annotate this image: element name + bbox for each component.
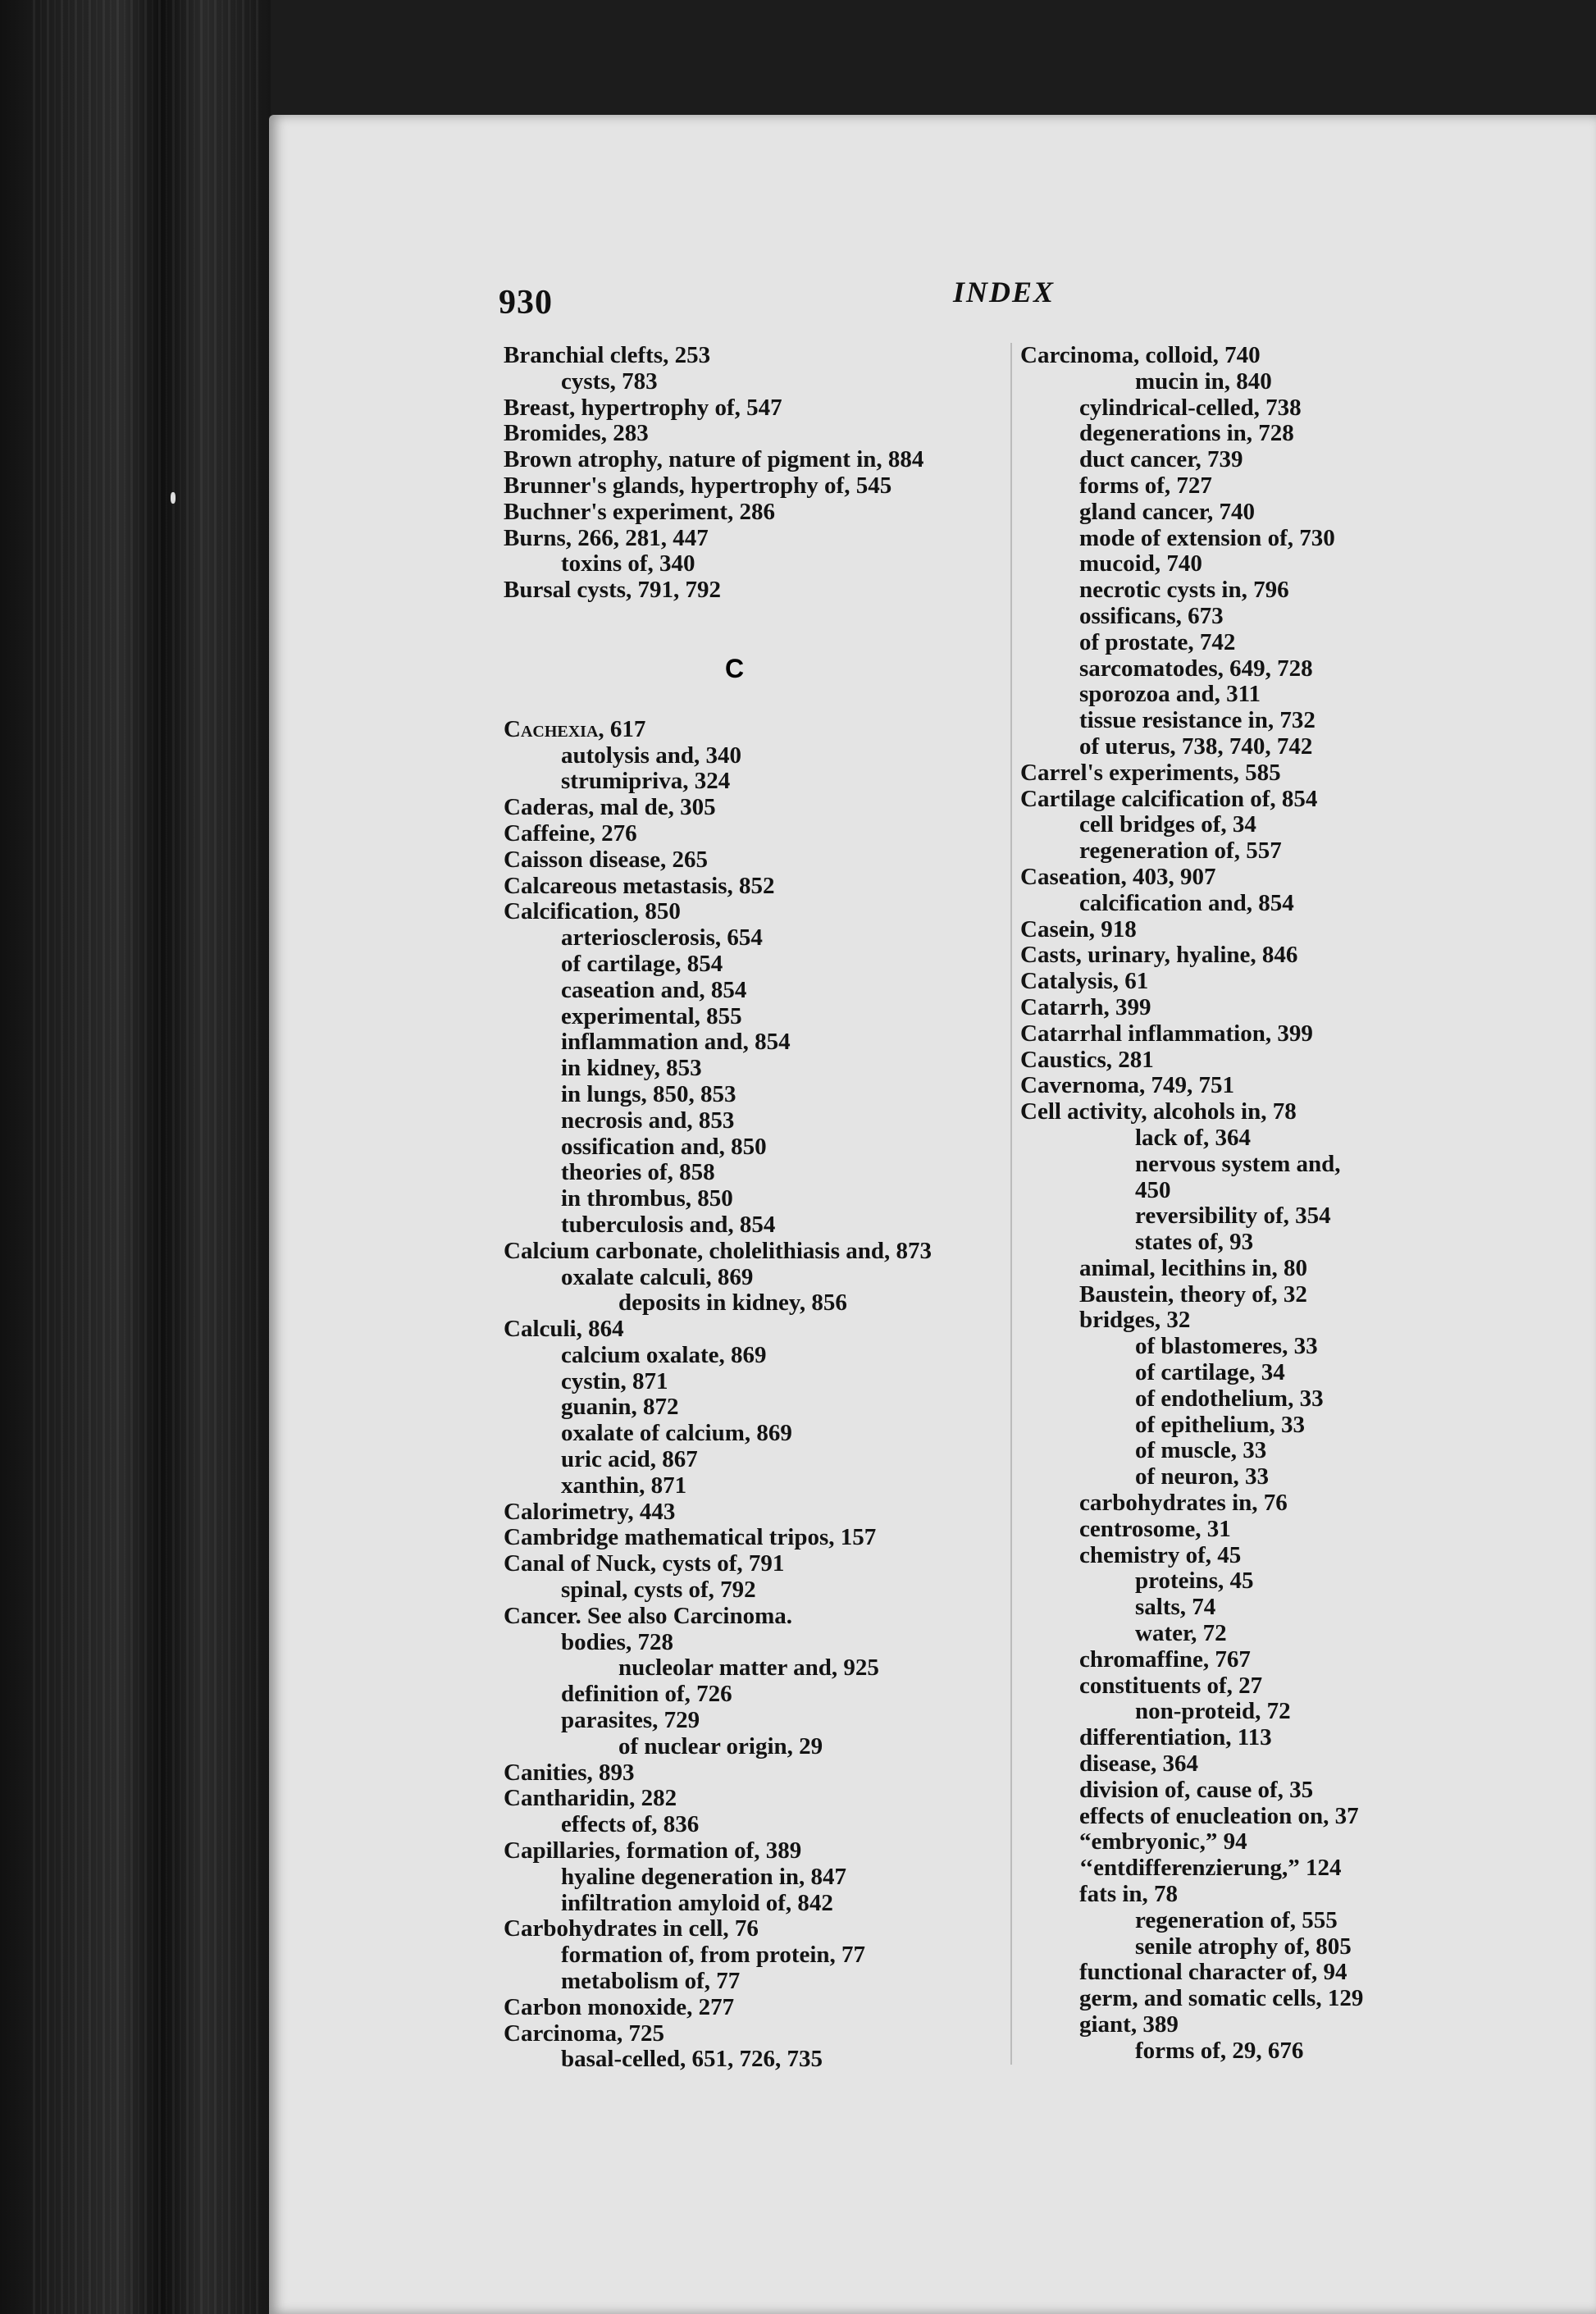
index-entry: calcification and, 854 — [1079, 889, 1294, 916]
index-entry: cylindrical-celled, 738 — [1079, 394, 1302, 421]
index-entry: Caseation, 403, 907 — [1020, 863, 1216, 890]
index-entry: Caustics, 281 — [1020, 1046, 1154, 1073]
index-entry: Caffeine, 276 — [504, 819, 637, 847]
index-entry: functional character of, 94 — [1079, 1959, 1347, 1986]
index-entry: in lungs, 850, 853 — [561, 1080, 736, 1107]
index-entry: of neuron, 33 — [1135, 1463, 1270, 1490]
index-entry: in thrombus, 850 — [561, 1185, 733, 1212]
index-entry: necrosis and, 853 — [561, 1107, 735, 1134]
index-entry: “embryonic,” 94 — [1079, 1828, 1247, 1855]
index-entry: strumipriva, 324 — [561, 768, 731, 795]
index-entry: arteriosclerosis, 654 — [561, 924, 763, 952]
index-entry: infiltration amyloid of, 842 — [561, 1889, 833, 1916]
index-entry: Brown atrophy, nature of pigment in, 884 — [504, 446, 924, 473]
index-entry: senile atrophy of, 805 — [1135, 1933, 1352, 1960]
index-entry: definition of, 726 — [561, 1681, 732, 1708]
index-entry: ‘‘entdifferenzierung,” 124 — [1079, 1855, 1342, 1882]
index-entry: guanin, 872 — [561, 1394, 679, 1421]
index-entry: uric acid, 867 — [561, 1446, 698, 1473]
index-entry: Canities, 893 — [504, 1759, 635, 1786]
index-entry: Casts, urinary, hyaline, 846 — [1020, 942, 1298, 969]
index-entry: Catalysis, 61 — [1020, 968, 1149, 995]
index-entry: deposits in kidney, 856 — [618, 1289, 847, 1317]
index-entry: of nuclear origin, 29 — [618, 1732, 823, 1759]
index-entry: Branchial clefts, 253 — [504, 342, 711, 368]
index-entry: regeneration of, 555 — [1135, 1906, 1338, 1933]
index-entry: of endothelium, 33 — [1135, 1385, 1324, 1412]
index-entry: mucoid, 740 — [1079, 550, 1202, 577]
section-spacer — [504, 682, 1028, 717]
binding-texture — [33, 0, 262, 2314]
index-entry: division of, cause of, 35 — [1079, 1776, 1314, 1803]
index-entry: Carcinoma, colloid, 740 — [1020, 342, 1261, 368]
index-entry: Calorimetry, 443 — [504, 1498, 676, 1525]
index-entry: nervous system and, — [1135, 1150, 1341, 1177]
index-entry: degenerations in, 728 — [1079, 420, 1294, 447]
index-entry: spinal, cysts of, 792 — [561, 1577, 756, 1604]
index-entry: of blastomeres, 33 — [1135, 1333, 1318, 1360]
index-entry: of prostate, 742 — [1079, 628, 1236, 655]
index-entry: giant, 389 — [1079, 2011, 1179, 2038]
index-entry: experimental, 855 — [561, 1002, 742, 1029]
index-entry: Cavernoma, 749, 751 — [1020, 1072, 1234, 1099]
index-entry: of epithelium, 33 — [1135, 1411, 1306, 1438]
index-entry: regeneration of, 557 — [1079, 838, 1282, 865]
dust-speck — [171, 492, 176, 504]
index-entry: Baustein, theory of, 32 — [1079, 1280, 1307, 1308]
index-entry: Brunner's glands, hypertrophy of, 545 — [504, 472, 892, 499]
index-entry: toxins of, 340 — [561, 550, 695, 577]
index-entry: duct cancer, 739 — [1079, 446, 1243, 473]
index-entry: forms of, 727 — [1079, 472, 1212, 499]
index-entry: Cantharidin, 282 — [504, 1785, 677, 1812]
index-entry: inflammation and, 854 — [561, 1029, 791, 1056]
index-entry: reversibility of, 354 — [1135, 1203, 1331, 1230]
index-entry: in kidney, 853 — [561, 1055, 702, 1082]
index-entry: Cambridge mathematical tripos, 157 — [504, 1524, 877, 1551]
index-entry: carbohydrates in, 76 — [1079, 1490, 1288, 1517]
index-entry: chemistry of, 45 — [1079, 1541, 1242, 1568]
index-entry: animal, lecithins in, 80 — [1079, 1254, 1307, 1281]
index-entry: mucin in, 840 — [1135, 367, 1272, 395]
index-entry: cysts, 783 — [561, 367, 658, 395]
section-spacer — [504, 604, 1028, 656]
index-entry: Carrel's experiments, 585 — [1020, 759, 1281, 786]
index-group-c — [504, 717, 1028, 2073]
index-entry: chromaffine, 767 — [1079, 1645, 1251, 1673]
index-entry: basal-celled, 651, 726, 735 — [561, 2046, 823, 2073]
index-entry: non-proteid, 72 — [1135, 1698, 1291, 1725]
index-entry: germ, and somatic cells, 129 — [1079, 1985, 1364, 2012]
index-entry: states of, 93 — [1135, 1229, 1254, 1256]
index-column-right — [1010, 343, 1447, 2065]
index-entry: Buchner's experiment, 286 — [504, 498, 776, 525]
index-group-b — [504, 343, 1028, 604]
index-entry: mode of extension of, 730 — [1079, 524, 1335, 551]
index-entry: centrosome, 31 — [1079, 1515, 1231, 1542]
index-entry: Burns, 266, 281, 447 — [504, 524, 709, 551]
index-entry: bridges, 32 — [1079, 1307, 1191, 1334]
index-entry: Calcium carbonate, cholelithiasis and, 873 — [504, 1237, 933, 1264]
index-entry: ossificans, 673 — [1079, 602, 1224, 629]
index-entry: of cartilage, 854 — [561, 950, 723, 977]
index-entry: constituents of, 27 — [1079, 1672, 1263, 1699]
page-number: 930 — [499, 284, 553, 322]
index-entry: Caderas, mal de, 305 — [504, 794, 716, 821]
index-entry: water, 72 — [1135, 1620, 1227, 1647]
index-entry: Bromides, 283 — [504, 420, 649, 447]
index-entry: sarcomatodes, 649, 728 — [1079, 655, 1313, 682]
index-entry: parasites, 729 — [561, 1707, 700, 1734]
index-entry: of uterus, 738, 740, 742 — [1079, 733, 1313, 760]
index-entry: nucleolar matter and, 925 — [618, 1654, 879, 1682]
index-entry: of muscle, 33 — [1135, 1437, 1267, 1464]
index-entry: effects of enucleation on, 37 — [1079, 1802, 1359, 1829]
running-head: INDEX — [953, 276, 1056, 308]
index-entry: sporozoa and, 311 — [1079, 681, 1261, 708]
index-entry: Bursal cysts, 791, 792 — [504, 577, 722, 604]
index-entry: proteins, 45 — [1135, 1568, 1254, 1595]
index-entry: Calculi, 864 — [504, 1316, 624, 1343]
index-entry: cell bridges of, 34 — [1079, 811, 1256, 838]
index-entry: differentiation, 113 — [1079, 1724, 1272, 1751]
index-entry: Calcification, 850 — [504, 898, 681, 925]
index-entry: Caisson disease, 265 — [504, 846, 708, 873]
index-entry: oxalate calculi, 869 — [561, 1263, 754, 1290]
section-letter: C — [725, 653, 745, 683]
index-entry: fats in, 78 — [1079, 1881, 1179, 1908]
index-entry: metabolism of, 77 — [561, 1968, 741, 1995]
index-entry: effects of, 836 — [561, 1811, 700, 1838]
index-entry: Casein, 918 — [1020, 915, 1137, 942]
index-entry: Cartilage calcification of, 854 — [1020, 785, 1318, 812]
index-entry: ossification and, 850 — [561, 1133, 767, 1160]
index-column-left — [504, 343, 1028, 2073]
index-entry: of cartilage, 34 — [1135, 1359, 1285, 1386]
index-entry: tissue resistance in, 732 — [1079, 707, 1316, 734]
index-entry: Catarrhal inflammation, 399 — [1020, 1020, 1313, 1047]
index-entry: salts, 74 — [1135, 1594, 1216, 1621]
index-entry: lack of, 364 — [1135, 1124, 1251, 1151]
index-entry: Breast, hypertrophy of, 547 — [504, 394, 782, 421]
index-entry: Calcareous metastasis, 852 — [504, 872, 775, 899]
index-entry: calcium oxalate, 869 — [561, 1341, 767, 1368]
index-entry: gland cancer, 740 — [1079, 498, 1256, 525]
index-entry: autolysis and, 340 — [561, 742, 741, 769]
index-entry: 450 — [1135, 1176, 1171, 1203]
index-entry: tuberculosis and, 854 — [561, 1211, 776, 1238]
index-entry: xanthin, 871 — [561, 1472, 687, 1499]
index-entry: forms of, 29, 676 — [1135, 2037, 1304, 2064]
index-entry: Cell activity, alcohols in, 78 — [1020, 1098, 1297, 1125]
index-entry: oxalate of calcium, 869 — [561, 1420, 792, 1447]
index-entry: hyaline degeneration in, 847 — [561, 1863, 847, 1890]
index-entry: Carbon monoxide, 277 — [504, 1993, 735, 2020]
index-entry: formation of, from protein, 77 — [561, 1942, 866, 1969]
index-entry: Carcinoma, 725 — [504, 2020, 665, 2047]
index-entry: theories of, 858 — [561, 1159, 715, 1186]
index-entry: Carbohydrates in cell, 76 — [504, 1915, 759, 1942]
index-entry: bodies, 728 — [561, 1628, 673, 1655]
index-entry: cystin, 871 — [561, 1367, 668, 1394]
index-entry: Catarrh, 399 — [1020, 993, 1151, 1020]
index-entry: necrotic cysts in, 796 — [1079, 577, 1289, 604]
index-entry: Capillaries, formation of, 389 — [504, 1837, 802, 1864]
index-entry: disease, 364 — [1079, 1750, 1198, 1778]
index-entry: caseation and, 854 — [561, 976, 747, 1003]
index-entry: Canal of Nuck, cysts of, 791 — [504, 1550, 785, 1577]
index-entry: Cancer. See also Carcinoma. — [504, 1602, 792, 1629]
index-entry: Cachexia, 617 — [504, 715, 646, 742]
